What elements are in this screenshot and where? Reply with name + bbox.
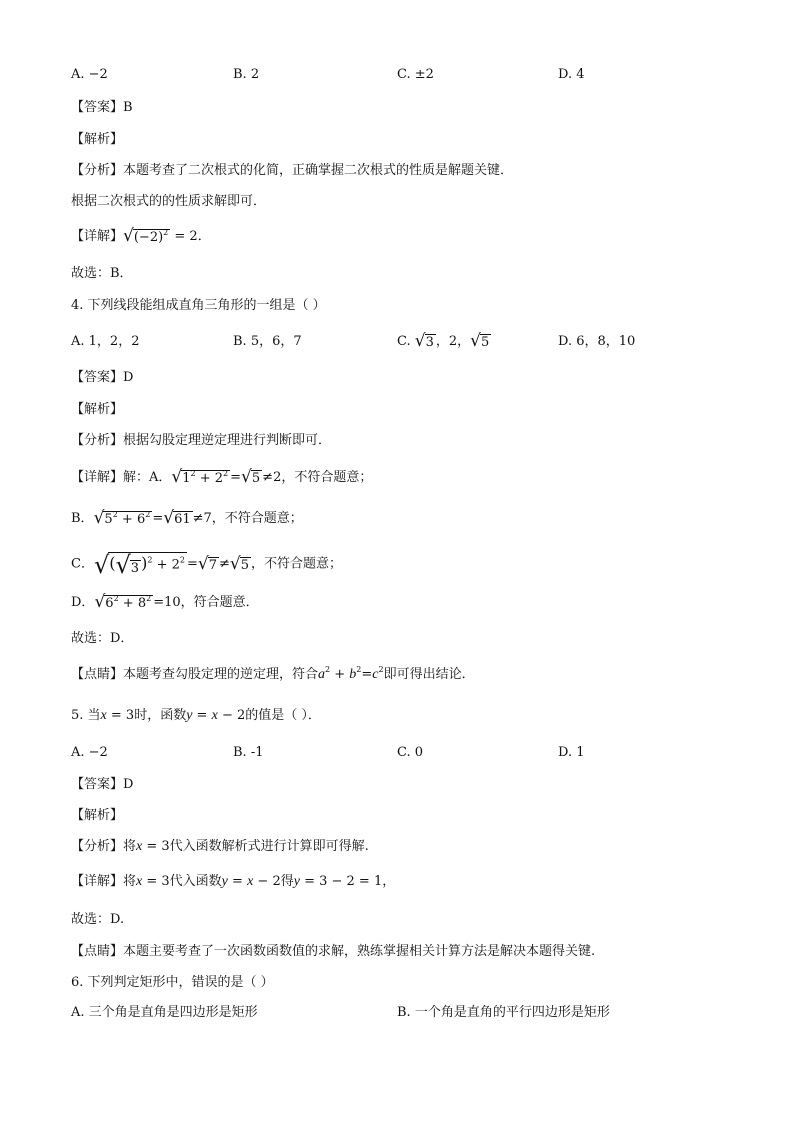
q4-analysis: 【解析】 [71,402,124,417]
q4-stem: 4. 下列线段能组成直角三角形的一组是（ ） [71,298,326,313]
q3-fenxi: 【分析】本题考查了二次根式的化简，正确掌握二次根式的性质是解题关键． [71,163,514,178]
q3-option-b: B. 2 [233,67,260,82]
q4-option-a: A. 1，2，2 [71,334,140,349]
q3-xiangjie-eq: = 2． [174,229,211,244]
q5-fenxi: 【分析】将x = 3代入函数解析式进行计算即可得解. [71,839,369,854]
q3-xiangjie [71,228,211,246]
q5-stem: 5. 当x = 3时，函数y = x − 2的值是（ ）． [71,708,321,723]
q3-sqrt: √ $(-2)^2$ [123,226,169,246]
q5-option-d: D. 1 [558,745,585,760]
q3-sqrt-expr: (−2) [133,230,164,245]
q5-option-a: A. −2 [71,745,108,760]
q6-options [71,1004,731,1022]
q5-analysis: 【解析】 [71,808,124,823]
q3-option-a: A. −2 [71,67,108,82]
q4-conclusion: 故选：D． [71,631,134,646]
q5-xiangjie: 【详解】将x = 3代入函数y = x − 2得y = 3 − 2 = 1， [71,874,396,889]
q5-option-c: C. 0 [397,745,424,760]
q3-fenxi-2: 根据二次根式的的性质求解即可． [71,194,267,209]
q4-option-c: C. √ 3 ，2， √ 5 [397,331,490,351]
q4-detail-d: D． √ $6^2 + 8^2$ =10，符合题意． [71,592,259,612]
q4-detail-b: B． √ $5^2 + 6^2$ = √ 61 ≠7，不符合题意； [71,508,303,528]
q4-option-b: B. 5，6，7 [233,334,302,349]
q4-option-d: D. 6，8，10 [558,334,636,349]
q6-option-b: B. 一个角是直角的平行四边形是矩形 [397,1005,610,1020]
q4-detail-a: 【详解】解：A． √ $1^2 + 2^2$ = √ 5 ≠2，不符合题意； [71,467,373,487]
q5-dianjing: 【点睛】本题主要考查了一次函数函数值的求解，熟练掌握相关计算方法是解决本题得关键. [71,944,596,959]
q3-analysis: 【解析】 [71,132,124,147]
q3-answer: 【答案】B [71,100,133,115]
q3-xiangjie-label: 【详解】 [71,229,124,244]
q5-answer: 【答案】D [71,777,134,792]
q6-option-a: A. 三个角是直角是四边形是矩形 [71,1005,258,1020]
q3-option-d: D. 4 [558,67,585,82]
q3-conclusion: 故选：B． [71,266,133,281]
q4-answer: 【答案】D [71,370,134,385]
q5-conclusion: 故选：D. [71,912,125,927]
q3-options [71,66,731,84]
q3-option-c: C. ±2 [397,67,434,82]
q5-option-b: B. -1 [233,745,264,760]
q4-detail-c: C． √ ( √ 3 )$^2 + 2^2$ = √ 7 ≠ √ 5 ，不符合题意； [71,551,343,579]
q4-dianjing: 【点睛】本题考查勾股定理的逆定理，符合$a^2 + b^2=c^2$即可得出结论． [71,665,475,682]
q4-options [71,333,731,351]
q5-options [71,744,731,762]
q6-stem: 6. 下列判定矩形中，错误的是（ ） [71,975,274,990]
q4-fenxi: 【分析】根据勾股定理逆定理进行判断即可． [71,433,332,448]
